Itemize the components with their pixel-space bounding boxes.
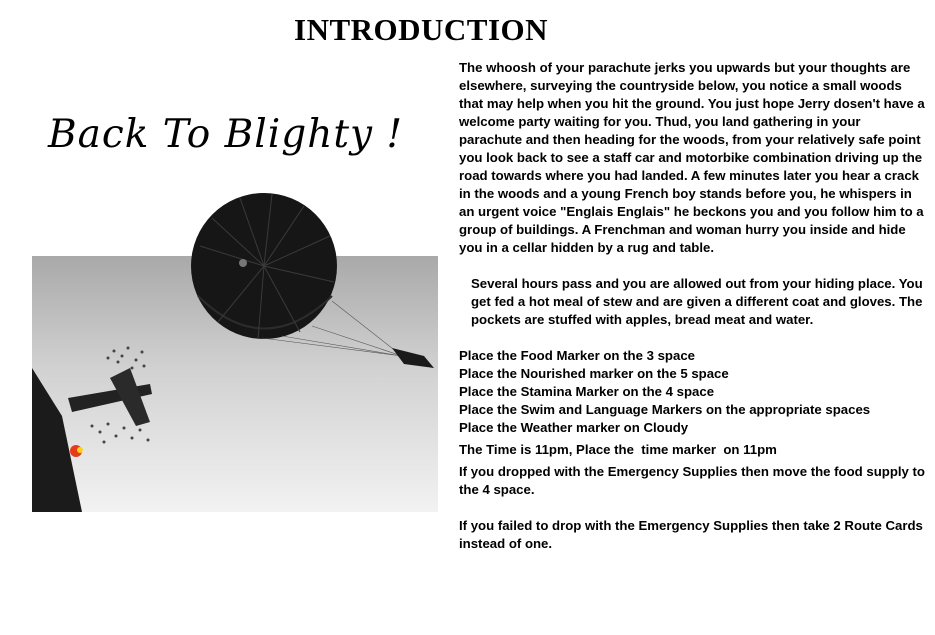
intro-text: [459, 59, 927, 553]
no-emergency-supplies-note: If you failed to drop with the Emergency Supplies then take 2 Route Cards instead of one.: [459, 518, 923, 551]
page-title: INTRODUCTION: [294, 12, 549, 47]
time-note: The Time is 11pm, Place the time marker on 11pm: [459, 442, 777, 457]
intro-paragraph-1: The whoosh of your parachute jerks you upwards but your thoughts are elsewhere, surveying the countryside below, you notice a small woods that may help when you hit the ground. You just hope Jerry dosen't have a welcome party waiting for you. Thud, you land gathering in your parachute and then heading for the woods, from your relatively safe point you look back to see a staff car and motorbike combination driving up the road towards where you had landed. A few minutes later you hear a crack in the woods and a young French boy stands before you, he whispers in an urgent voice "Englais Englais" he beckons you and you follow him to a group of buildings. A Frenchman and woman hurry you inside and hide you in a cellar hidden by a rug and table.: [459, 60, 925, 255]
intro-paragraph-2: Several hours pass and you are allowed out from your hiding place. You get fed a hot meal of stew and are given a different coat and gloves. The pockets are stuffed with apples, bread meat and water.: [471, 276, 923, 327]
emergency-supplies-note: If you dropped with the Emergency Supplies then move the food supply to the 4 space.: [459, 464, 925, 497]
instruction-item: Place the Food Marker on the 3 space: [459, 348, 695, 363]
instruction-item: Place the Swim and Language Markers on the appropriate spaces: [459, 402, 871, 417]
game-logo: Back To Blighty !: [48, 112, 404, 157]
parachute-photo: [32, 186, 438, 512]
instruction-item: Place the Stamina Marker on the 4 space: [459, 384, 715, 399]
instruction-item: Place the Weather marker on Cloudy: [459, 420, 689, 435]
instruction-item: Place the Nourished marker on the 5 space: [459, 366, 729, 381]
